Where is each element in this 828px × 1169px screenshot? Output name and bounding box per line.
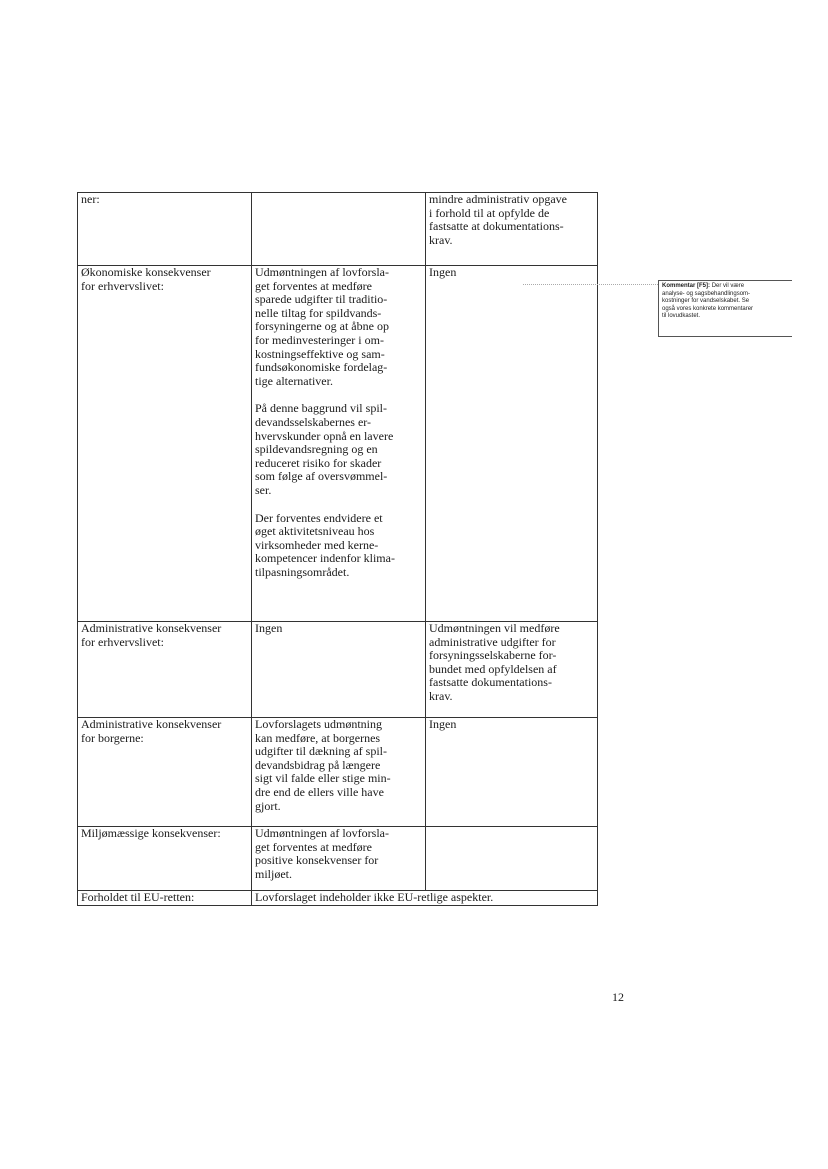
row1-category: ner: xyxy=(78,193,252,266)
page-number: 12 xyxy=(612,990,624,1004)
row6-category: Forholdet til EU-retten: xyxy=(78,891,252,906)
comment-label: Kommentar [F5]: xyxy=(662,283,711,289)
row1-description xyxy=(252,193,426,266)
table-row xyxy=(78,718,598,827)
table-row xyxy=(78,891,598,906)
table-row xyxy=(78,266,598,622)
row2-note: Ingen xyxy=(426,266,598,622)
table-row xyxy=(78,622,598,718)
row5-note xyxy=(426,827,598,891)
review-comment: Kommentar [F5]: Der vil være analyse- og sagsbehandlingsom- kostninger for vandselskabet. Se også vores konkrete kommentarer til lovudkastet. xyxy=(658,280,792,337)
comment-connector xyxy=(523,284,658,285)
table-row xyxy=(78,193,598,266)
row3-description: Ingen xyxy=(252,622,426,718)
consequences-table xyxy=(77,192,598,906)
row1-note: mindre administrativ opgave i forhold til at opfylde de fastsatte at dokumentations- krav. xyxy=(426,193,598,266)
row4-category: Administrative konsekvenser for borgerne: xyxy=(78,718,252,827)
row2-category: Økonomiske konsekvenser for erhvervslivet: xyxy=(78,266,252,622)
table-row xyxy=(78,827,598,891)
row6-merged: Lovforslaget indeholder ikke EU-retlige aspekter. xyxy=(252,891,598,906)
row4-description: Lovforslagets udmøntning kan medføre, at borgernes udgifter til dækning af spil- devandsbidrag på længere sigt vil falde eller stige min- dre end de ellers ville have gjort. xyxy=(252,718,426,827)
row5-category: Miljømæssige konsekvenser: xyxy=(78,827,252,891)
row3-category: Administrative konsekvenser for erhvervslivet: xyxy=(78,622,252,718)
row3-note: Udmøntningen vil medføre administrative udgifter for forsyningsselskaberne for- bundet med opfyldelsen af fastsatte dokumentations- krav. xyxy=(426,622,598,718)
comment-text: Der vil være xyxy=(711,283,745,289)
row5-description: Udmøntningen af lovforsla- get forventes at medføre positive konsekvenser for miljøet. xyxy=(252,827,426,891)
row4-note: Ingen xyxy=(426,718,598,827)
row2-description: Udmøntningen af lovforsla- get forventes at medføre sparede udgifter til traditio- nelle tiltag for spildvands- forsyningerne og at åbne op for medinvesteringer i om- kostningseffektive og sam- fundsøkonomiske fordelag- tige alternativer. På denne baggrund vil spil- devandsselskabernes er- hvervskunder opnå en lavere spildevandsregning og en reduceret risiko for skader som følge af oversvømmel- ser. Der forventes endvidere et øget aktivitetsniveau hos virksomheder med kerne- kompetencer indenfor klima- tilpasningsområdet. xyxy=(252,266,426,622)
